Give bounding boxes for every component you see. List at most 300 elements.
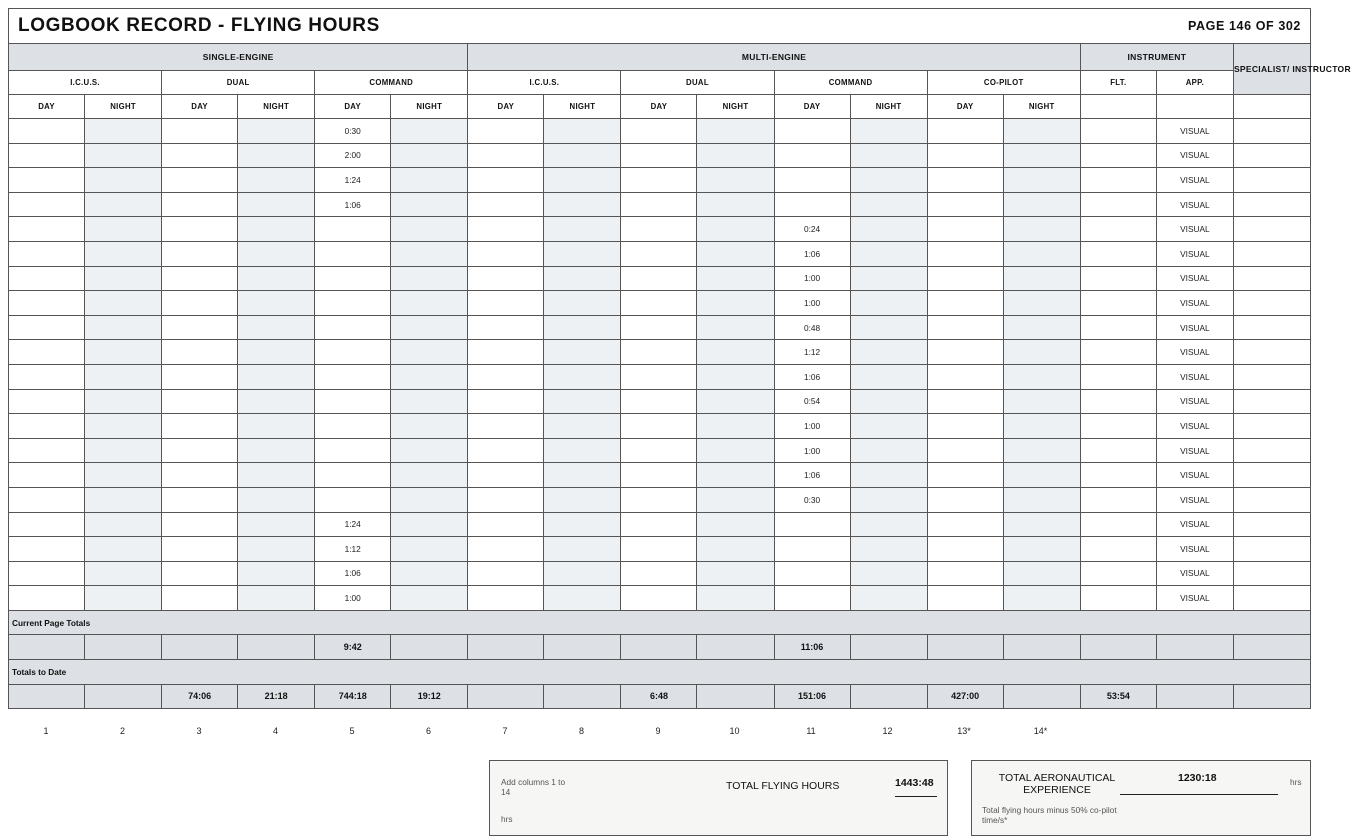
table-cell[interactable]	[85, 487, 162, 512]
table-cell[interactable]	[1233, 414, 1310, 439]
table-cell[interactable]	[391, 586, 468, 611]
table-cell[interactable]: 6:48	[621, 684, 697, 709]
table-cell[interactable]	[391, 389, 468, 414]
table-cell[interactable]	[85, 340, 162, 365]
table-cell[interactable]	[850, 586, 927, 611]
table-cell[interactable]	[1080, 635, 1156, 660]
table-cell[interactable]	[544, 192, 621, 217]
table-cell[interactable]	[162, 512, 238, 537]
table-cell[interactable]: VISUAL	[1156, 512, 1233, 537]
table-cell[interactable]	[1080, 364, 1156, 389]
table-cell[interactable]	[697, 217, 774, 242]
table-cell[interactable]	[391, 463, 468, 488]
table-cell[interactable]	[315, 414, 391, 439]
table-cell[interactable]: 1:00	[774, 291, 850, 316]
table-cell[interactable]	[162, 315, 238, 340]
table-cell[interactable]	[1233, 315, 1310, 340]
table-cell[interactable]: 1:24	[315, 168, 391, 193]
table-cell[interactable]	[850, 143, 927, 168]
table-cell[interactable]	[85, 537, 162, 562]
table-cell[interactable]	[391, 266, 468, 291]
table-cell[interactable]	[850, 487, 927, 512]
table-cell[interactable]	[9, 389, 85, 414]
table-cell[interactable]: VISUAL	[1156, 119, 1233, 144]
table-cell[interactable]	[1003, 635, 1080, 660]
table-cell[interactable]	[544, 119, 621, 144]
table-cell[interactable]	[1003, 487, 1080, 512]
table-cell[interactable]	[1233, 438, 1310, 463]
table-cell[interactable]: VISUAL	[1156, 537, 1233, 562]
table-cell[interactable]	[927, 315, 1003, 340]
table-cell[interactable]	[468, 266, 544, 291]
table-cell[interactable]	[1080, 537, 1156, 562]
table-cell[interactable]	[621, 561, 697, 586]
table-cell[interactable]	[850, 119, 927, 144]
table-cell[interactable]	[927, 512, 1003, 537]
table-cell[interactable]	[544, 217, 621, 242]
table-cell[interactable]	[315, 241, 391, 266]
table-cell[interactable]	[697, 389, 774, 414]
table-cell[interactable]	[774, 192, 850, 217]
table-cell[interactable]	[927, 561, 1003, 586]
table-cell[interactable]	[697, 266, 774, 291]
table-cell[interactable]	[927, 119, 1003, 144]
table-cell[interactable]	[85, 635, 162, 660]
table-cell[interactable]	[85, 561, 162, 586]
table-cell[interactable]	[391, 364, 468, 389]
table-cell[interactable]: VISUAL	[1156, 143, 1233, 168]
table-cell[interactable]	[9, 217, 85, 242]
table-cell[interactable]	[238, 217, 315, 242]
table-cell[interactable]	[9, 192, 85, 217]
table-cell[interactable]	[927, 291, 1003, 316]
table-cell[interactable]	[697, 192, 774, 217]
table-cell[interactable]	[850, 364, 927, 389]
table-cell[interactable]	[850, 414, 927, 439]
table-cell[interactable]	[927, 537, 1003, 562]
table-cell[interactable]	[162, 586, 238, 611]
table-cell[interactable]	[544, 266, 621, 291]
table-cell[interactable]: VISUAL	[1156, 217, 1233, 242]
table-cell[interactable]	[927, 635, 1003, 660]
table-cell[interactable]	[544, 537, 621, 562]
table-cell[interactable]	[927, 364, 1003, 389]
table-cell[interactable]	[774, 143, 850, 168]
table-cell[interactable]	[1233, 217, 1310, 242]
table-cell[interactable]	[1233, 119, 1310, 144]
table-cell[interactable]	[1080, 241, 1156, 266]
table-cell[interactable]	[1080, 143, 1156, 168]
table-cell[interactable]: 1:06	[774, 463, 850, 488]
table-cell[interactable]	[1080, 463, 1156, 488]
table-cell[interactable]: 0:30	[774, 487, 850, 512]
table-cell[interactable]	[927, 463, 1003, 488]
table-cell[interactable]	[621, 217, 697, 242]
table-cell[interactable]: 1:06	[774, 364, 850, 389]
table-cell[interactable]	[1080, 340, 1156, 365]
table-cell[interactable]	[1003, 684, 1080, 709]
table-cell[interactable]	[85, 192, 162, 217]
table-cell[interactable]	[544, 364, 621, 389]
table-cell[interactable]	[850, 241, 927, 266]
table-cell[interactable]	[697, 537, 774, 562]
table-cell[interactable]	[238, 586, 315, 611]
table-cell[interactable]: VISUAL	[1156, 266, 1233, 291]
table-cell[interactable]	[621, 315, 697, 340]
table-cell[interactable]	[850, 537, 927, 562]
table-cell[interactable]	[391, 438, 468, 463]
table-cell[interactable]	[774, 586, 850, 611]
table-cell[interactable]	[621, 389, 697, 414]
table-cell[interactable]	[391, 143, 468, 168]
table-cell[interactable]	[9, 684, 85, 709]
table-cell[interactable]	[621, 414, 697, 439]
table-cell[interactable]	[238, 119, 315, 144]
table-cell[interactable]: VISUAL	[1156, 463, 1233, 488]
table-cell[interactable]	[927, 414, 1003, 439]
table-cell[interactable]	[1233, 537, 1310, 562]
table-cell[interactable]	[162, 119, 238, 144]
table-cell[interactable]	[1233, 143, 1310, 168]
table-cell[interactable]	[391, 537, 468, 562]
table-cell[interactable]	[85, 586, 162, 611]
table-cell[interactable]	[850, 389, 927, 414]
table-cell[interactable]: 1:00	[315, 586, 391, 611]
table-cell[interactable]	[850, 315, 927, 340]
table-cell[interactable]	[1003, 586, 1080, 611]
table-cell[interactable]	[9, 364, 85, 389]
table-cell[interactable]	[162, 168, 238, 193]
table-cell[interactable]	[391, 414, 468, 439]
table-cell[interactable]	[774, 119, 850, 144]
table-cell[interactable]	[774, 537, 850, 562]
table-cell[interactable]	[621, 487, 697, 512]
table-cell[interactable]	[238, 192, 315, 217]
table-cell[interactable]	[162, 635, 238, 660]
table-cell[interactable]	[391, 291, 468, 316]
table-cell[interactable]	[1233, 487, 1310, 512]
table-cell[interactable]: VISUAL	[1156, 561, 1233, 586]
table-cell[interactable]	[1233, 389, 1310, 414]
table-cell[interactable]	[391, 561, 468, 586]
table-cell[interactable]	[468, 340, 544, 365]
table-cell[interactable]	[544, 463, 621, 488]
table-cell[interactable]	[1156, 635, 1233, 660]
table-cell[interactable]: 0:30	[315, 119, 391, 144]
table-cell[interactable]	[1003, 340, 1080, 365]
table-cell[interactable]	[9, 512, 85, 537]
table-cell[interactable]	[9, 241, 85, 266]
table-cell[interactable]	[1080, 561, 1156, 586]
table-cell[interactable]	[468, 315, 544, 340]
table-cell[interactable]	[544, 438, 621, 463]
table-cell[interactable]	[621, 291, 697, 316]
table-cell[interactable]	[315, 487, 391, 512]
table-cell[interactable]	[1233, 168, 1310, 193]
table-cell[interactable]	[468, 119, 544, 144]
table-cell[interactable]: 0:48	[774, 315, 850, 340]
table-cell[interactable]: 1:00	[774, 414, 850, 439]
table-cell[interactable]	[927, 241, 1003, 266]
table-cell[interactable]	[468, 438, 544, 463]
table-cell[interactable]	[544, 512, 621, 537]
table-cell[interactable]	[1003, 241, 1080, 266]
table-cell[interactable]	[1003, 389, 1080, 414]
table-cell[interactable]: 11:06	[774, 635, 850, 660]
table-cell[interactable]	[238, 389, 315, 414]
table-cell[interactable]	[774, 561, 850, 586]
table-cell[interactable]	[468, 586, 544, 611]
table-cell[interactable]	[238, 340, 315, 365]
table-cell[interactable]	[9, 537, 85, 562]
table-cell[interactable]	[1003, 561, 1080, 586]
table-cell[interactable]	[162, 241, 238, 266]
table-cell[interactable]	[468, 684, 544, 709]
table-cell[interactable]	[315, 389, 391, 414]
table-cell[interactable]	[391, 340, 468, 365]
table-cell[interactable]	[468, 512, 544, 537]
table-cell[interactable]	[391, 487, 468, 512]
table-cell[interactable]	[1080, 487, 1156, 512]
table-cell[interactable]: VISUAL	[1156, 315, 1233, 340]
table-cell[interactable]	[9, 143, 85, 168]
table-cell[interactable]	[697, 340, 774, 365]
table-cell[interactable]	[621, 586, 697, 611]
table-cell[interactable]	[544, 586, 621, 611]
table-cell[interactable]	[238, 414, 315, 439]
table-cell[interactable]	[1003, 537, 1080, 562]
table-cell[interactable]	[621, 463, 697, 488]
table-cell[interactable]: 1:24	[315, 512, 391, 537]
table-cell[interactable]	[238, 463, 315, 488]
table-cell[interactable]	[391, 168, 468, 193]
table-cell[interactable]: 2:00	[315, 143, 391, 168]
table-cell[interactable]	[162, 389, 238, 414]
table-cell[interactable]	[85, 143, 162, 168]
table-cell[interactable]	[1003, 119, 1080, 144]
table-cell[interactable]	[1080, 315, 1156, 340]
table-cell[interactable]	[621, 438, 697, 463]
table-cell[interactable]	[238, 537, 315, 562]
table-cell[interactable]	[1233, 192, 1310, 217]
table-cell[interactable]	[315, 315, 391, 340]
table-cell[interactable]	[238, 487, 315, 512]
table-cell[interactable]	[544, 291, 621, 316]
table-cell[interactable]	[850, 512, 927, 537]
table-cell[interactable]	[85, 266, 162, 291]
table-cell[interactable]	[162, 340, 238, 365]
table-cell[interactable]	[621, 340, 697, 365]
table-cell[interactable]	[697, 364, 774, 389]
table-cell[interactable]	[315, 364, 391, 389]
table-cell[interactable]	[468, 537, 544, 562]
table-cell[interactable]	[85, 512, 162, 537]
table-cell[interactable]	[544, 414, 621, 439]
table-cell[interactable]	[621, 168, 697, 193]
table-cell[interactable]	[697, 315, 774, 340]
table-cell[interactable]: 744:18	[315, 684, 391, 709]
table-cell[interactable]	[850, 192, 927, 217]
table-cell[interactable]	[697, 438, 774, 463]
table-cell[interactable]	[1233, 635, 1310, 660]
table-cell[interactable]: 0:54	[774, 389, 850, 414]
table-cell[interactable]	[1233, 266, 1310, 291]
table-cell[interactable]	[85, 389, 162, 414]
table-cell[interactable]: 0:24	[774, 217, 850, 242]
table-cell[interactable]	[9, 266, 85, 291]
table-cell[interactable]	[697, 241, 774, 266]
table-cell[interactable]	[162, 438, 238, 463]
table-cell[interactable]	[9, 487, 85, 512]
table-cell[interactable]: VISUAL	[1156, 168, 1233, 193]
table-cell[interactable]	[162, 463, 238, 488]
table-cell[interactable]	[621, 143, 697, 168]
table-cell[interactable]	[621, 364, 697, 389]
table-cell[interactable]	[391, 635, 468, 660]
table-cell[interactable]	[85, 414, 162, 439]
table-cell[interactable]	[9, 119, 85, 144]
table-cell[interactable]	[468, 389, 544, 414]
table-cell[interactable]	[468, 561, 544, 586]
table-cell[interactable]	[697, 291, 774, 316]
table-cell[interactable]	[85, 119, 162, 144]
table-cell[interactable]: VISUAL	[1156, 364, 1233, 389]
table-cell[interactable]	[315, 217, 391, 242]
table-cell[interactable]	[774, 512, 850, 537]
table-cell[interactable]	[238, 512, 315, 537]
table-cell[interactable]	[927, 586, 1003, 611]
table-cell[interactable]	[1003, 266, 1080, 291]
table-cell[interactable]	[621, 537, 697, 562]
table-cell[interactable]	[315, 463, 391, 488]
table-cell[interactable]	[9, 414, 85, 439]
table-cell[interactable]	[9, 340, 85, 365]
table-cell[interactable]	[85, 168, 162, 193]
table-cell[interactable]	[621, 635, 697, 660]
table-cell[interactable]	[1233, 241, 1310, 266]
table-cell[interactable]	[544, 684, 621, 709]
table-cell[interactable]	[927, 217, 1003, 242]
table-cell[interactable]	[927, 266, 1003, 291]
table-cell[interactable]: 1:06	[315, 192, 391, 217]
table-cell[interactable]: VISUAL	[1156, 241, 1233, 266]
table-cell[interactable]	[697, 168, 774, 193]
table-cell[interactable]	[238, 635, 315, 660]
table-cell[interactable]	[9, 315, 85, 340]
table-cell[interactable]	[1003, 438, 1080, 463]
table-cell[interactable]	[1003, 217, 1080, 242]
table-cell[interactable]	[9, 635, 85, 660]
table-cell[interactable]	[697, 586, 774, 611]
table-cell[interactable]: VISUAL	[1156, 389, 1233, 414]
table-cell[interactable]: 9:42	[315, 635, 391, 660]
table-cell[interactable]	[850, 463, 927, 488]
table-cell[interactable]	[850, 291, 927, 316]
table-cell[interactable]: 74:06	[162, 684, 238, 709]
table-cell[interactable]	[1080, 389, 1156, 414]
table-cell[interactable]	[927, 389, 1003, 414]
table-cell[interactable]	[391, 217, 468, 242]
table-cell[interactable]	[1080, 512, 1156, 537]
table-cell[interactable]	[1080, 586, 1156, 611]
table-cell[interactable]	[544, 168, 621, 193]
table-cell[interactable]: 1:12	[774, 340, 850, 365]
table-cell[interactable]	[697, 143, 774, 168]
table-cell[interactable]	[1080, 414, 1156, 439]
table-cell[interactable]	[621, 241, 697, 266]
table-cell[interactable]	[238, 291, 315, 316]
table-cell[interactable]	[850, 217, 927, 242]
table-cell[interactable]	[468, 192, 544, 217]
table-cell[interactable]	[1003, 143, 1080, 168]
table-cell[interactable]: 1:06	[774, 241, 850, 266]
table-cell[interactable]	[391, 512, 468, 537]
table-cell[interactable]	[391, 119, 468, 144]
table-cell[interactable]	[697, 561, 774, 586]
table-cell[interactable]	[1003, 414, 1080, 439]
table-cell[interactable]	[697, 119, 774, 144]
table-cell[interactable]	[468, 487, 544, 512]
table-cell[interactable]	[162, 143, 238, 168]
table-cell[interactable]	[697, 414, 774, 439]
table-cell[interactable]	[9, 291, 85, 316]
table-cell[interactable]	[162, 487, 238, 512]
table-cell[interactable]	[697, 684, 774, 709]
table-cell[interactable]	[850, 561, 927, 586]
table-cell[interactable]	[927, 143, 1003, 168]
table-cell[interactable]	[1080, 192, 1156, 217]
table-cell[interactable]: VISUAL	[1156, 438, 1233, 463]
table-cell[interactable]	[162, 414, 238, 439]
table-cell[interactable]	[1080, 291, 1156, 316]
table-cell[interactable]	[391, 192, 468, 217]
table-cell[interactable]	[1003, 168, 1080, 193]
table-cell[interactable]	[927, 487, 1003, 512]
table-cell[interactable]	[238, 241, 315, 266]
table-cell[interactable]	[468, 414, 544, 439]
table-cell[interactable]	[85, 438, 162, 463]
table-cell[interactable]	[1080, 266, 1156, 291]
table-cell[interactable]	[162, 561, 238, 586]
table-cell[interactable]	[238, 266, 315, 291]
table-cell[interactable]	[544, 241, 621, 266]
table-cell[interactable]	[850, 635, 927, 660]
table-cell[interactable]	[621, 119, 697, 144]
table-cell[interactable]	[9, 586, 85, 611]
table-cell[interactable]	[391, 315, 468, 340]
table-cell[interactable]: 1:00	[774, 438, 850, 463]
table-cell[interactable]	[468, 364, 544, 389]
table-cell[interactable]: VISUAL	[1156, 414, 1233, 439]
table-cell[interactable]	[850, 340, 927, 365]
table-cell[interactable]	[162, 266, 238, 291]
table-cell[interactable]	[927, 340, 1003, 365]
table-cell[interactable]	[162, 217, 238, 242]
table-cell[interactable]	[850, 438, 927, 463]
table-cell[interactable]: 427:00	[927, 684, 1003, 709]
table-cell[interactable]	[544, 635, 621, 660]
table-cell[interactable]	[697, 635, 774, 660]
table-cell[interactable]	[1003, 512, 1080, 537]
table-cell[interactable]: 19:12	[391, 684, 468, 709]
table-cell[interactable]	[391, 241, 468, 266]
table-cell[interactable]	[544, 561, 621, 586]
table-cell[interactable]	[1003, 192, 1080, 217]
table-cell[interactable]	[162, 291, 238, 316]
table-cell[interactable]	[468, 143, 544, 168]
table-cell[interactable]	[162, 192, 238, 217]
table-cell[interactable]	[1080, 119, 1156, 144]
